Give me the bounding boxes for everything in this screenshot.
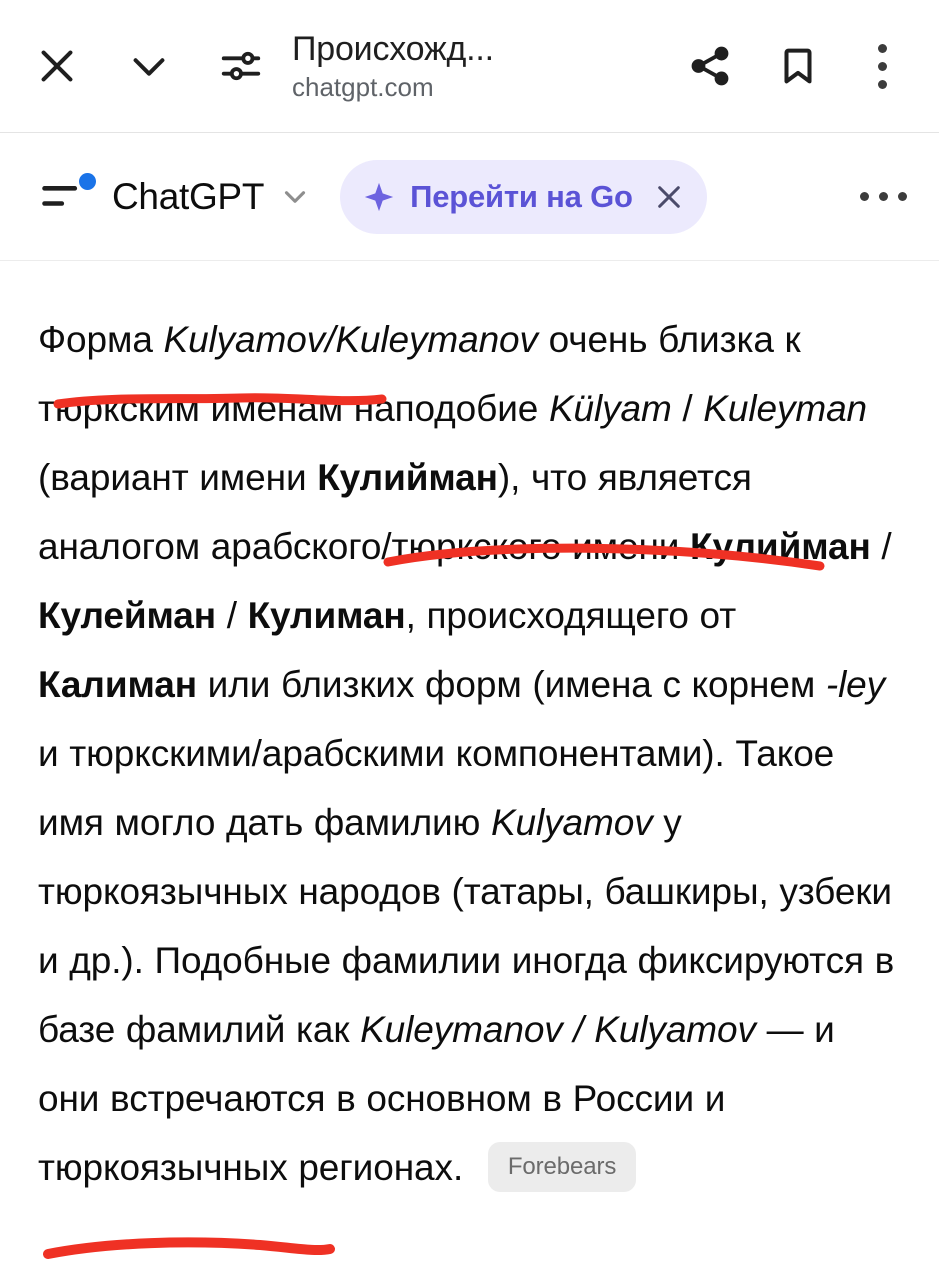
browser-top-bar	[0, 0, 939, 133]
message-run: и тюркскими/арабскими компонентами). Такое имя могло дать фамилию	[38, 733, 835, 843]
message-run: — и они встречаются в основном в России и тюркоязычных регионах.	[38, 1009, 835, 1188]
message-run: Кулейман	[38, 595, 217, 636]
conversation-content	[0, 261, 939, 1202]
assistant-message	[38, 305, 901, 1202]
bookmark-icon[interactable]	[763, 31, 833, 101]
chevron-down-icon	[278, 180, 312, 214]
message-run: Kulyamov	[490, 802, 653, 843]
upgrade-label: Перейти на Go	[410, 178, 633, 214]
message-run: Kuleyman	[703, 388, 868, 429]
close-icon[interactable]	[653, 181, 685, 213]
message-run: /	[671, 388, 704, 429]
message-run: -ley	[825, 664, 886, 705]
page-title: Происхожд...	[292, 30, 494, 68]
brand-label: ChatGPT	[112, 175, 265, 217]
message-run: /	[216, 595, 248, 636]
message-text	[38, 319, 894, 1188]
message-run: ), что является аналогом арабского/тюркского имени	[38, 457, 752, 567]
message-run: очень близка к тюркским именам наподобие	[38, 319, 801, 429]
message-run: Кулийман	[317, 457, 498, 498]
message-run: Kuleymanov / Kulyamov	[360, 1009, 756, 1050]
more-vertical-icon[interactable]	[847, 31, 917, 101]
message-run: Кулиман	[247, 595, 406, 636]
chatgpt-app-header	[0, 133, 939, 261]
message-run: , происходящего от	[405, 595, 737, 636]
share-icon[interactable]	[675, 31, 745, 101]
sidebar-menu-icon[interactable]	[34, 167, 94, 227]
close-icon[interactable]	[22, 31, 92, 101]
message-run: у тюркоязычных народов (татары, башкиры, узбеки и др.). Подобные фамилии иногда фиксируются в базе фамилий как	[38, 802, 895, 1050]
chevron-down-icon[interactable]	[114, 31, 184, 101]
upgrade-to-go-pill[interactable]	[340, 160, 707, 234]
message-run: /	[870, 526, 892, 567]
message-run: Калиман	[38, 664, 197, 705]
page-url: chatgpt.com	[292, 72, 434, 102]
source-citation-chip[interactable]: Forebears	[488, 1142, 636, 1192]
message-run: Kulyamov/Kuleymanov	[163, 319, 538, 360]
underline-stroke-3	[48, 1242, 330, 1254]
message-run: или близких форм (имена с корнем	[196, 664, 826, 705]
message-run: (вариант имени	[38, 457, 318, 498]
tab-title-block	[276, 29, 675, 103]
message-run: Кулийман	[690, 526, 871, 567]
message-run: Külyam	[548, 388, 672, 429]
sparkle-icon	[362, 180, 396, 214]
page-info-tune-icon[interactable]	[206, 31, 276, 101]
message-run: Форма	[38, 319, 164, 360]
brand-selector[interactable]	[112, 176, 312, 218]
more-horizontal-icon[interactable]	[853, 167, 913, 227]
notification-dot	[79, 173, 96, 190]
